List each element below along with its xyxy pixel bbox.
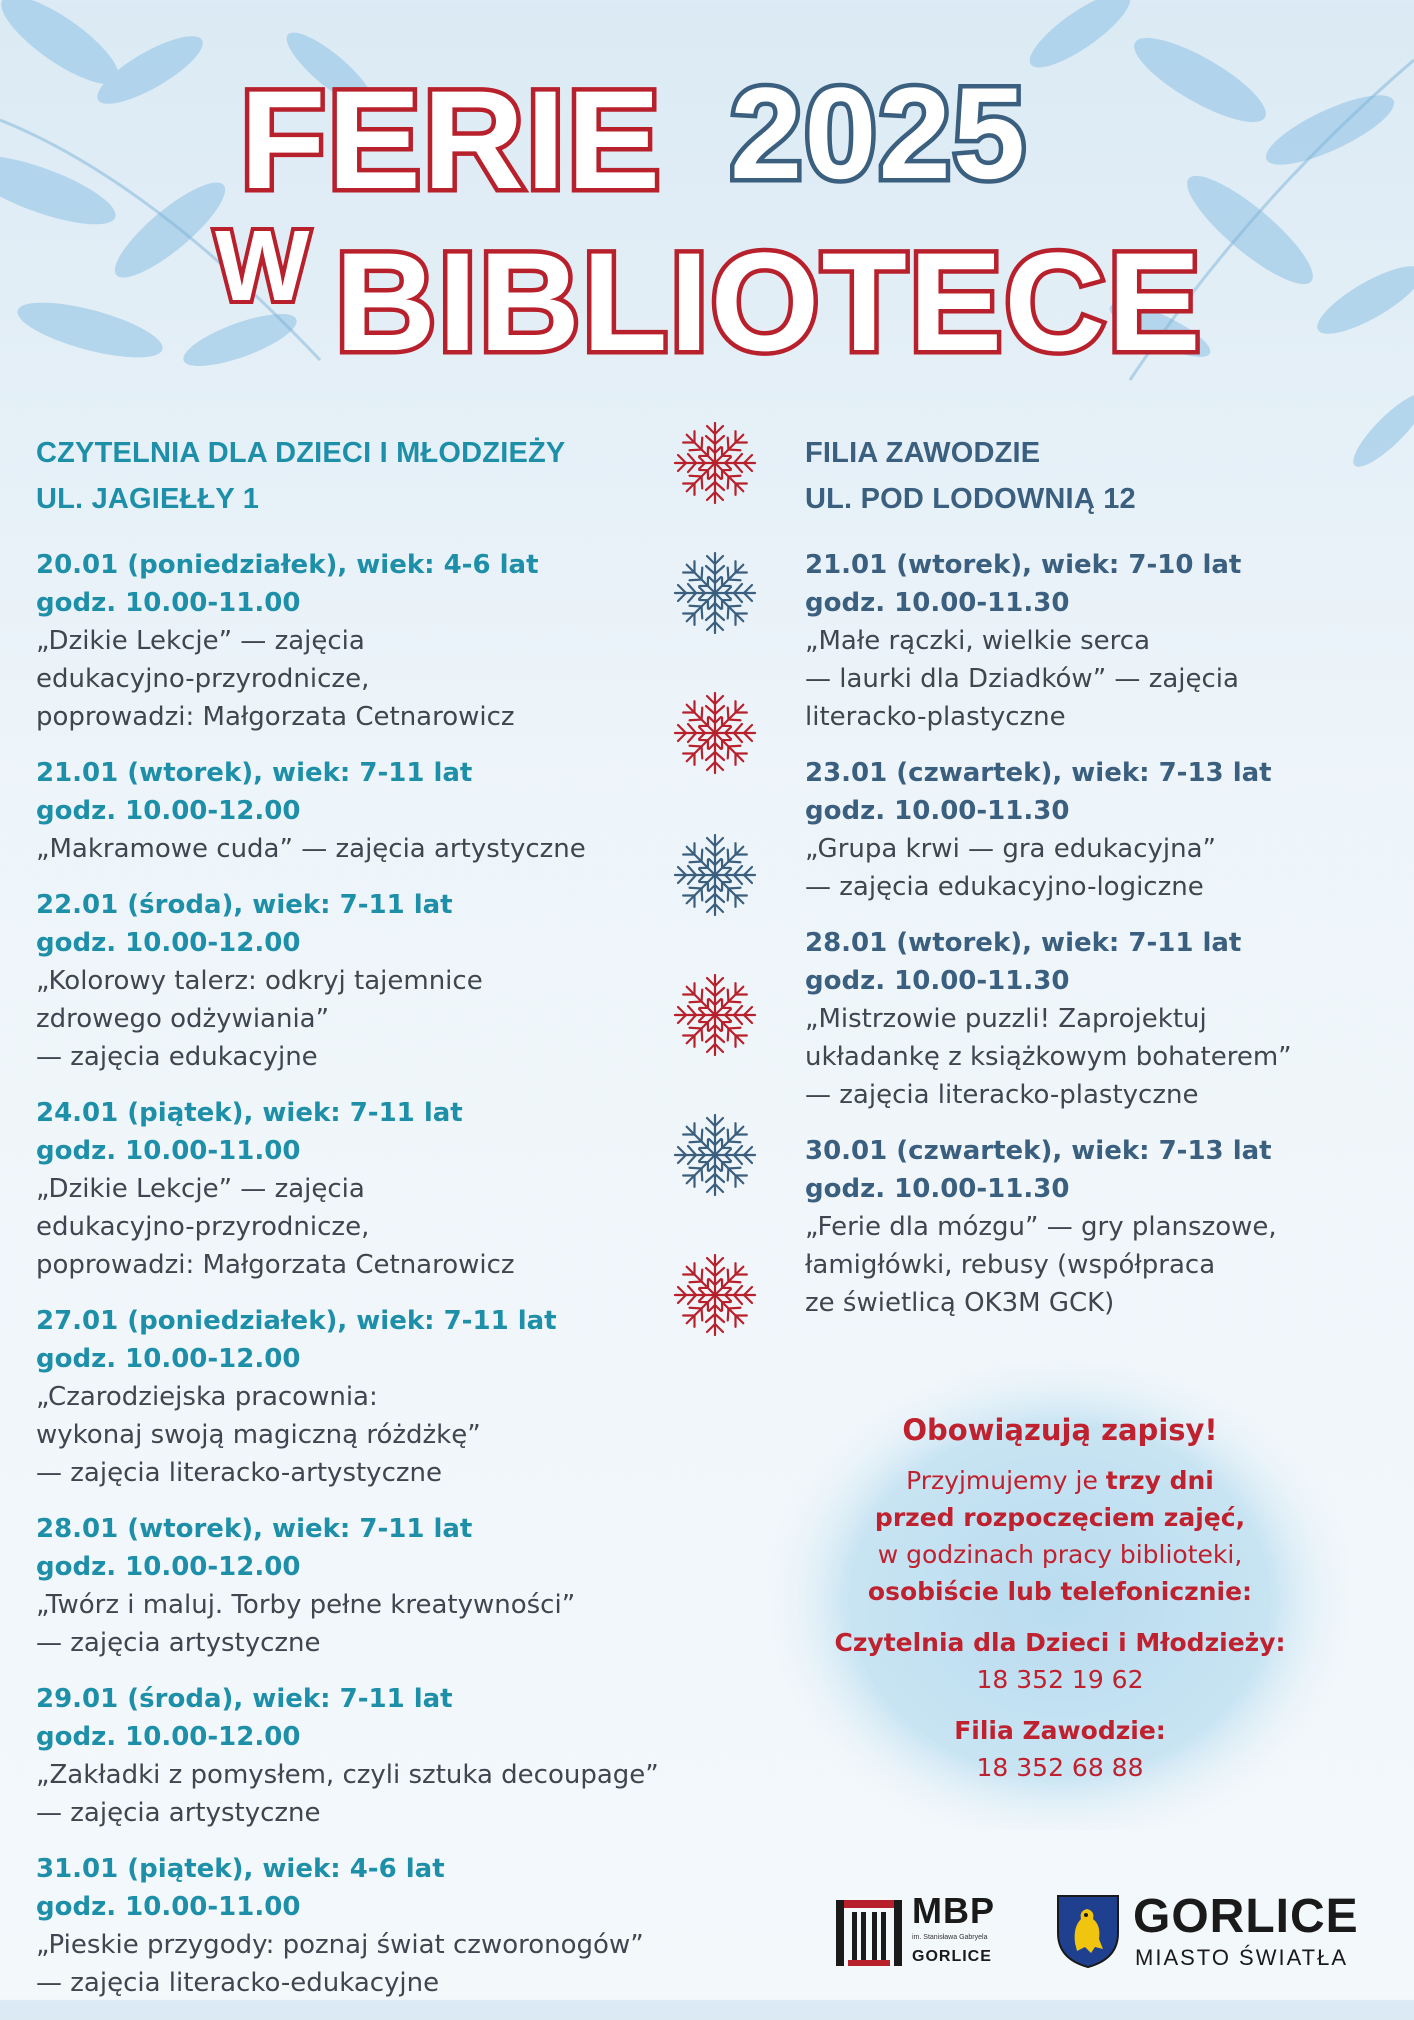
contact-name: Filia Zawodzie: — [954, 1716, 1166, 1745]
event-description: literacko-plastyczne — [805, 702, 1066, 732]
event-description: ze świetlicą OK3M GCK) — [805, 1288, 1115, 1318]
event-item — [805, 924, 1385, 1114]
event-date: 28.01 (wtorek), wiek: 7-11 lat — [805, 928, 1242, 958]
snowflake-icon — [672, 690, 758, 776]
notice-line: w godzinach pracy biblioteki, — [877, 1540, 1243, 1569]
city-name: GORLICE — [1133, 1890, 1359, 1943]
contact-name: Czytelnia dla Dzieci i Młodzieży: — [834, 1628, 1286, 1657]
mbp-building-icon — [830, 1890, 908, 1970]
event-item — [36, 886, 686, 1076]
event-time: godz. 10.00-11.30 — [805, 796, 1070, 826]
event-description: „Makramowe cuda” — zajęcia artystyczne — [36, 834, 586, 864]
venue-name: FILIA ZAWODZIE — [805, 437, 1041, 469]
event-description: „Ferie dla mózgu” — gry planszowe, — [805, 1212, 1277, 1242]
event-description: poprowadzi: Małgorzata Cetnarowicz — [36, 702, 515, 732]
venue-name: CZYTELNIA DLA DZIECI I MŁODZIEŻY — [36, 437, 566, 469]
event-date: 29.01 (środa), wiek: 7-11 lat — [36, 1684, 453, 1714]
event-description: układankę z książkowym bohaterem” — [805, 1042, 1292, 1072]
event-time: godz. 10.00-11.00 — [36, 1892, 301, 1922]
event-date: 31.01 (piątek), wiek: 4-6 lat — [36, 1854, 445, 1884]
right-venue-column — [805, 430, 1385, 1340]
notice-line: Przyjmujemy je trzy dni — [906, 1466, 1214, 1495]
left-venue-column — [36, 430, 686, 2020]
event-time: godz. 10.00-12.00 — [36, 928, 301, 958]
gorlice-city-logo — [1055, 1890, 1359, 1973]
notice-heading: Obowiązują zapisy! — [902, 1413, 1218, 1447]
event-item — [36, 1510, 686, 1662]
event-description: edukacyjno-przyrodnicze, — [36, 664, 370, 694]
event-item — [36, 546, 686, 736]
event-time: godz. 10.00-12.00 — [36, 796, 301, 826]
event-description: łamigłówki, rebusy (współpraca — [805, 1250, 1216, 1280]
event-item — [805, 754, 1385, 906]
venue-address: UL. JAGIEŁŁY 1 — [36, 483, 260, 515]
event-time: godz. 10.00-11.00 — [36, 588, 301, 618]
gorlice-coat-of-arms — [1055, 1893, 1121, 1969]
event-description: — zajęcia artystyczne — [36, 1628, 321, 1658]
event-description: wykonaj swoją magiczną różdżkę” — [36, 1420, 481, 1450]
event-time: godz. 10.00-12.00 — [36, 1552, 301, 1582]
mbp-logo-subtitle: im. Stanisława Gabryela — [912, 1934, 988, 1941]
left-venue-header — [36, 430, 686, 522]
event-date: 23.01 (czwartek), wiek: 7-13 lat — [805, 758, 1272, 788]
event-description: — zajęcia literacko-edukacyjne — [36, 1968, 440, 1998]
event-description: „Mistrzowie puzzli! Zaprojektuj — [805, 1004, 1207, 1034]
event-date: 30.01 (czwartek), wiek: 7-13 lat — [805, 1136, 1272, 1166]
mbp-library-logo — [830, 1890, 995, 1970]
event-description: „Czarodziejska pracownia: — [36, 1382, 378, 1412]
event-time: godz. 10.00-11.30 — [805, 588, 1070, 618]
event-description: „Zakładki z pomysłem, czyli sztuka decoupage” — [36, 1760, 659, 1790]
title-year — [730, 60, 1027, 206]
event-item — [36, 1094, 686, 1284]
event-description: — zajęcia literacko-artystyczne — [36, 1458, 442, 1488]
left-event-list — [36, 546, 686, 2002]
mbp-logo-city: GORLICE — [912, 1948, 992, 1965]
event-item — [805, 1132, 1385, 1322]
event-date: 21.01 (wtorek), wiek: 7-10 lat — [805, 550, 1242, 580]
event-item — [36, 1680, 686, 1832]
event-description: „Dzikie Lekcje” — zajęcia — [36, 1174, 365, 1204]
event-description: — zajęcia edukacyjno-logiczne — [805, 872, 1204, 902]
snowflake-icon — [672, 972, 758, 1058]
contact-phone: 18 352 68 88 — [976, 1753, 1144, 1782]
snowflake-icon — [672, 550, 758, 636]
city-tagline: MIASTO ŚWIATŁA — [1135, 1945, 1348, 1970]
event-date: 22.01 (środa), wiek: 7-11 lat — [36, 890, 453, 920]
event-time: godz. 10.00-11.00 — [36, 1136, 301, 1166]
event-description: „Grupa krwi — gra edukacyjna” — [805, 834, 1217, 864]
event-description: „Małe rączki, wielkie serca — [805, 626, 1150, 656]
mbp-logo-title: MBP — [912, 1890, 995, 1931]
right-event-list — [805, 546, 1385, 1322]
event-item — [805, 546, 1385, 736]
event-description: „Pieskie przygody: poznaj świat czworonogów” — [36, 1930, 644, 1960]
notice-content — [770, 1360, 1350, 1786]
event-date: 24.01 (piątek), wiek: 7-11 lat — [36, 1098, 463, 1128]
right-venue-header — [805, 430, 1385, 522]
notice-line: przed rozpoczęciem zajęć, — [874, 1503, 1246, 1532]
svg-text:W: W — [215, 210, 310, 322]
event-description: zdrowego odżywiania” — [36, 1004, 330, 1034]
event-date: 20.01 (poniedziałek), wiek: 4-6 lat — [36, 550, 539, 580]
event-date: 27.01 (poniedziałek), wiek: 7-11 lat — [36, 1306, 557, 1336]
event-date: 28.01 (wtorek), wiek: 7-11 lat — [36, 1514, 473, 1544]
registration-notice — [770, 1360, 1350, 1830]
event-date: 21.01 (wtorek), wiek: 7-11 lat — [36, 758, 473, 788]
event-time: godz. 10.00-12.00 — [36, 1344, 301, 1374]
event-description: — laurki dla Dziadków” — zajęcia — [805, 664, 1239, 694]
snowflake-icon — [672, 1112, 758, 1198]
event-description: „Twórz i maluj. Torby pełne kreatywności” — [36, 1590, 576, 1620]
event-description: — zajęcia literacko-plastyczne — [805, 1080, 1199, 1110]
event-description: — zajęcia artystyczne — [36, 1798, 321, 1828]
event-item — [36, 754, 686, 868]
venue-address: UL. POD LODOWNIĄ 12 — [805, 483, 1136, 515]
title-ferie — [240, 61, 662, 218]
event-time: godz. 10.00-11.30 — [805, 1174, 1070, 1204]
event-description: „Kolorowy talerz: odkryj tajemnice — [36, 966, 483, 996]
title-w — [215, 210, 310, 322]
event-description: poprowadzi: Małgorzata Cetnarowicz — [36, 1250, 515, 1280]
snowflake-icon — [672, 420, 758, 506]
snowflake-icon — [672, 832, 758, 918]
event-time: godz. 10.00-11.30 — [805, 966, 1070, 996]
event-description: edukacyjno-przyrodnicze, — [36, 1212, 370, 1242]
event-item — [36, 1302, 686, 1492]
snowflake-icon — [672, 1252, 758, 1338]
notice-line: osobiście lub telefonicznie: — [867, 1577, 1253, 1606]
svg-text:FERIE: FERIE — [240, 61, 663, 218]
event-time: godz. 10.00-12.00 — [36, 1722, 301, 1752]
contact-phone: 18 352 19 62 — [976, 1665, 1144, 1694]
poster-title — [0, 50, 1414, 390]
svg-text:2025: 2025 — [730, 60, 1028, 206]
title-bibliotece — [335, 223, 1203, 380]
event-description: — zajęcia edukacyjne — [36, 1042, 318, 1072]
svg-text:BIBLIOTECE: BIBLIOTECE — [335, 223, 1203, 380]
event-description: „Dzikie Lekcje” — zajęcia — [36, 626, 365, 656]
event-item — [36, 1850, 686, 2002]
